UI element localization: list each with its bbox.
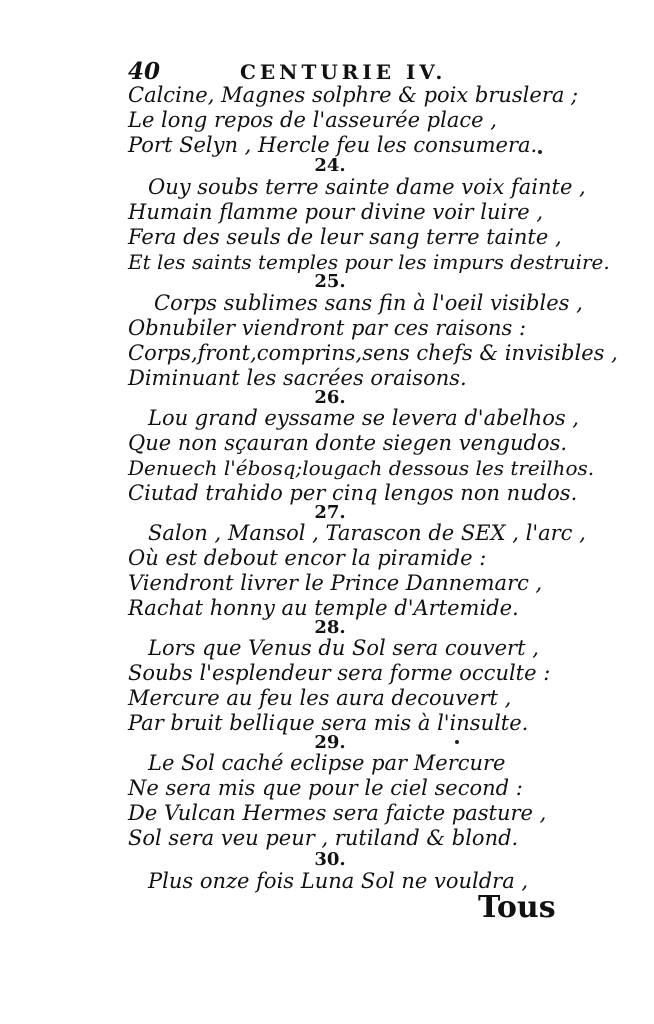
verse-line: Et les saints temples pour les impurs destruire. xyxy=(128,250,610,274)
quatrain-number: 30. xyxy=(314,849,346,870)
catchword: Tous xyxy=(478,890,556,925)
verse-line: Corps sublimes sans fin à l'oeil visibles , xyxy=(154,291,583,315)
verse-line: Sol sera veu peur , rutiland & blond. xyxy=(128,826,519,850)
ink-speck xyxy=(538,150,542,154)
verse-line: Denuech l'ébosq;lougach dessous les treilhos. xyxy=(128,456,595,480)
running-head-title: CENTURIE IV. xyxy=(240,60,447,84)
quatrain-number: 24. xyxy=(314,155,346,176)
verse-line: Le Sol caché eclipse par Mercure xyxy=(148,751,506,775)
verse-line: Ne sera mis que pour le ciel second : xyxy=(128,776,523,800)
verse-line: Plus onze fois Luna Sol ne vouldra , xyxy=(148,869,529,893)
page-number: 40 xyxy=(128,58,161,85)
ink-speck xyxy=(455,740,459,744)
quatrain-number: 26. xyxy=(314,387,346,408)
verse-line: Mercure au feu les aura decouvert , xyxy=(128,686,512,710)
verse-line: Où est debout encor la piramide : xyxy=(128,546,487,570)
verse-line: Viendront livrer le Prince Dannemarc , xyxy=(128,571,543,595)
verse-line: Diminuant les sacrées oraisons. xyxy=(128,366,467,390)
verse-line: Calcine, Magnes solphre & poix bruslera ; xyxy=(128,83,579,107)
verse-line: Lou grand eyssame se levera d'abelhos , xyxy=(148,406,579,430)
verse-line: Soubs l'esplendeur sera forme occulte : xyxy=(128,661,551,685)
verse-line: Obnubiler viendront par ces raisons : xyxy=(128,316,527,340)
verse-line: Ciutad trahido per cinq lengos non nudos. xyxy=(128,481,578,505)
verse-line: Par bruit bellique sera mis à l'insulte. xyxy=(128,711,529,735)
quatrain-number: 28. xyxy=(314,617,346,638)
verse-line: Port Selyn , Hercle feu les consumera. xyxy=(128,133,538,157)
verse-line: Le long repos de l'asseurée place , xyxy=(128,108,497,132)
quatrain-number: 27. xyxy=(314,502,346,523)
verse-line: Salon , Mansol , Tarascon de SEX , l'arc , xyxy=(148,521,586,545)
verse-line: Ouy soubs terre sainte dame voix fainte , xyxy=(148,175,586,199)
verse-line: Que non sçauran donte siegen vengudos. xyxy=(128,431,568,455)
verse-line: Lors que Venus du Sol sera couvert , xyxy=(148,636,539,660)
verse-line: Fera des seuls de leur sang terre tainte , xyxy=(128,225,562,249)
verse-line: Corps,front,comprins,sens chefs & invisibles , xyxy=(128,341,618,365)
verse-line: Rachat honny au temple d'Artemide. xyxy=(128,596,519,620)
quatrain-number: 25. xyxy=(314,271,346,292)
quatrain-number: 29. xyxy=(314,732,346,753)
verse-line: De Vulcan Hermes sera faicte pasture , xyxy=(128,801,547,825)
verse-line: Humain flamme pour divine voir luire , xyxy=(128,200,544,224)
